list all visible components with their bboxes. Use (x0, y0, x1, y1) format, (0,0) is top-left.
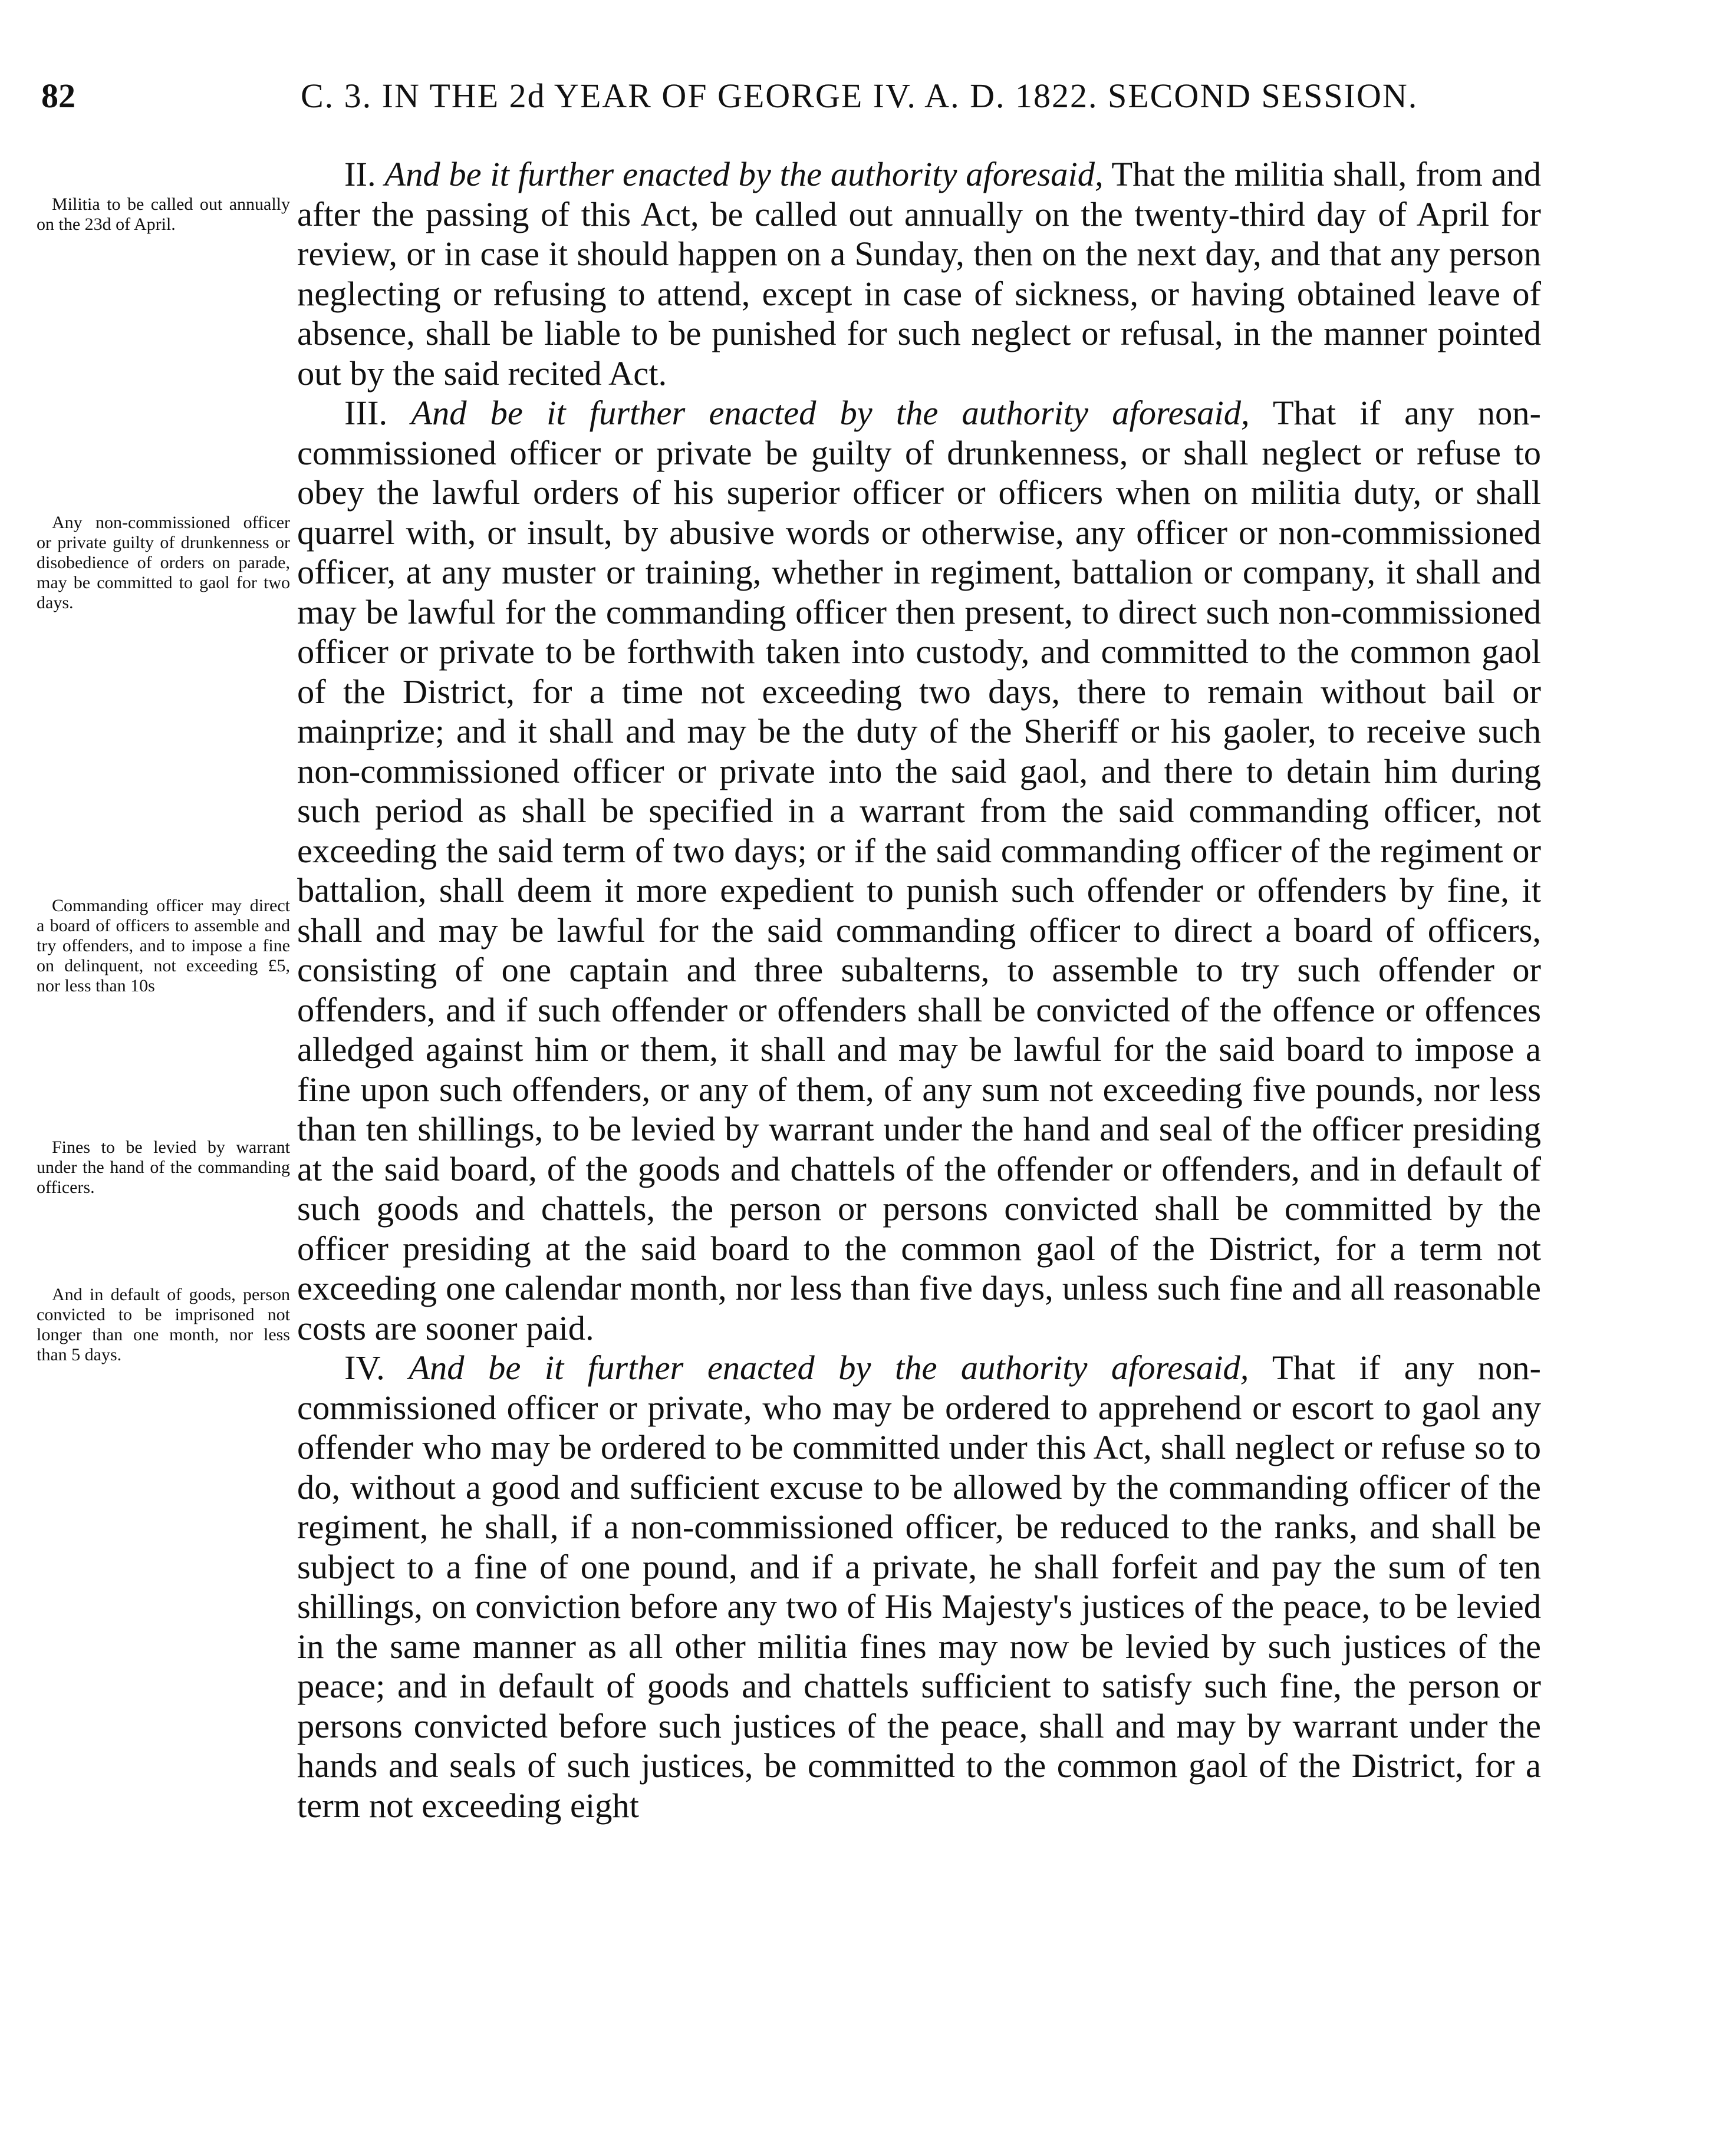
section-text: That if any non-commissioned officer or private, who may be ordered to apprehend or escort to gaol any offender who may be ordered to be committed under this Act, shall neglect or refuse so to do, without a good and sufficient excuse to be allowed by the commanding officer of the regiment, he shall, if a non-commissioned officer, be reduced to the ranks, and shall be subject to a fine of one pound, and if a private, he shall forfeit and pay the sum of ten shillings, on conviction before any two of His Majesty's justices of the peace, to be levied in the same manner as all other militia fines may now be levied by such justices of the peace; and in default of goods and chattels sufficient to satisfy such fine, the person or persons convicted before such justices of the peace, shall and may by warrant under the hands and seals of such justices, be committed to the common gaol of the District, for a term not exceeding eight (297, 1349, 1541, 1825)
enacting-clause: And be it further enacted by the authority aforesaid, (409, 1349, 1249, 1387)
section-text: That if any non-commissioned officer or private be guilty of drunkenness, or shall neglect or refuse to obey the lawful orders of his superior officer or officers when on militia duty, or shall quarrel with, or insult, by abusive words or otherwise, any officer or non-commissioned officer, at any muster or training, whether in regiment, battalion or company, it shall and may be lawful for the commanding officer then present, to direct such non-commissioned officer or private to be forthwith taken into custody, and committed to the common gaol of the District, for a time not exceeding two days, there to remain without bail or mainprize; and it shall and may be the duty of the Sheriff or his gaoler, to receive such non-commissioned officer or private into the said gaol, and there to detain him during such period as shall be specified in a warrant from the said commanding officer, not exceeding the said term of two days; or if the said commanding officer of the regiment or battalion, shall deem it more expedient to punish such offender or offenders by fine, it shall and may be lawful for the said commanding officer to direct a board of officers, consisting of one captain and three subalterns, to assemble to try such offender or offenders, and if such offender or offenders shall be convicted of the offence or offences alledged against him or them, it shall and may be lawful for the said board to impose a fine upon such offenders, or any of them, of any sum not exceeding five pounds, nor less than ten shillings, to be levied by warrant under the hand and seal of the officer presiding at the said board, of the goods and chattels of the offender or offenders, and in default of such goods and chattels, the person or persons convicted shall be committed by the officer presiding at the said board to the common gaol of the District, for a term not exceeding one calendar month, nor less than five days, unless such fine and all reasonable costs are sooner paid. (297, 394, 1541, 1347)
enacting-clause: And be it further enacted by the authority aforesaid, (384, 155, 1104, 193)
margin-note: Any non-commissioned officer or private guilty of drunkenness or disobedience of orders on parade, may be committed to gaol for two days. (37, 513, 290, 612)
section-text: That the militia shall, from and after the passing of this Act, be called out annually on the twenty-third day of April for review, or in case it should happen on a Sunday, then on the next day, and that any person neglecting or refusing to attend, except in case of sickness, or having obtained leave of absence, shall be liable to be punished for such neglect or refusal, in the manner pointed out by the said recited Act. (297, 155, 1542, 393)
enacting-clause: And be it further enacted by the authority aforesaid, (411, 394, 1250, 432)
section-numeral: IV. (344, 1349, 385, 1387)
section-iii (297, 393, 1541, 1348)
section-ii (297, 154, 1541, 393)
margin-note: Commanding officer may direct a board of officers to assemble and try offenders, and to impose a fine on delinquent, not exceeding £5, nor less than 10s (37, 896, 290, 995)
page-number: 82 (41, 77, 75, 115)
statute-body (297, 154, 1541, 2070)
running-head: C. 3. IN THE 2d YEAR OF GEORGE IV. A. D. 1822. SECOND SESSION. (301, 77, 1418, 115)
margin-note: And in default of goods, person convicted to be imprisoned not longer than one month, nor less than 5 days. (37, 1285, 290, 1364)
section-iv (297, 1348, 1541, 1825)
margin-note: Militia to be called out annually on the 23d of April. (37, 194, 290, 234)
margin-note: Fines to be levied by warrant under the hand of the commanding officers. (37, 1138, 290, 1197)
margin-notes (37, 194, 290, 1491)
section-numeral: II. (344, 155, 376, 193)
page-header (41, 70, 1550, 123)
section-numeral: III. (344, 394, 388, 432)
